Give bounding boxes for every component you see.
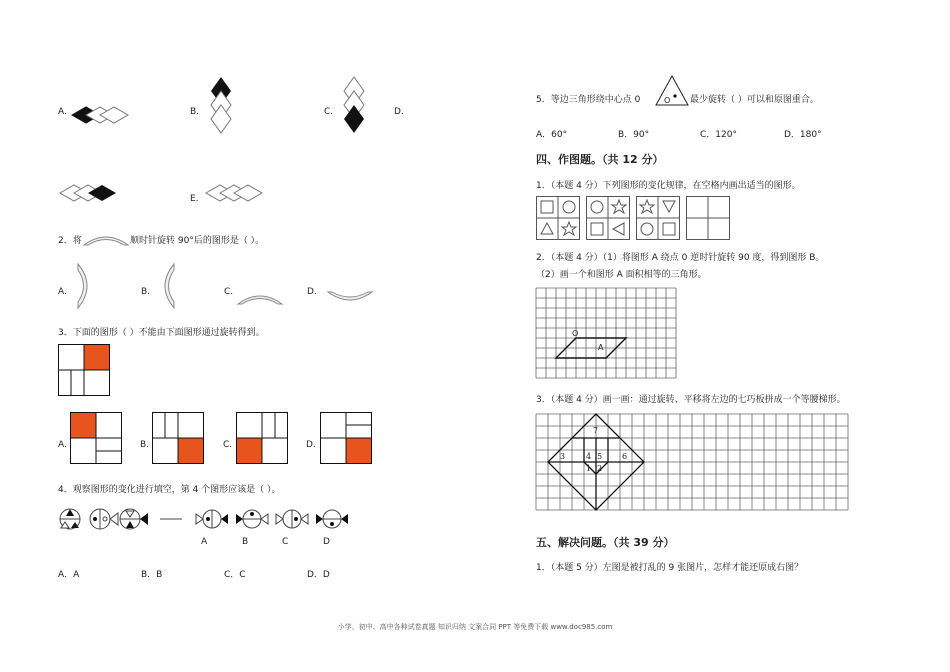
q4-figure-label-a: A [201,537,208,547]
q4-figure-label-b: B [242,537,249,547]
s4-q2-line1: 2．（本题 4 分）（1）将图形 A 绕点 0 逆时针旋转 90 度，得到图形 B。 [536,253,825,263]
q2-option-d-figure [326,290,374,306]
q2-stem-suffix: 顺时针旋转 90°后的图形是（ ）。 [130,236,265,246]
page-footer: 小学、初中、高中各种试卷真题 知识归纳 文案合同 PPT 等免费下载 www.doc985.com [337,623,613,631]
q2-option-a-label: A. [58,287,67,297]
q4-answer-d: D．D [307,570,330,580]
q3-original-figure [58,344,110,396]
q4-answer-b: B．B [141,570,163,580]
s4-q3-stem: 3．（本题 4 分）画一画：通过旋转、平移将左边的七巧板拼成一个等腰梯形。 [536,395,846,405]
q1-option-d-figure [58,176,120,210]
q1-option-e-label: E. [190,194,199,204]
tangram-label-7: 7 [593,426,599,435]
q3-option-c-label: C. [223,440,233,450]
section5-title: 五、解决问题。（共 39 分） [536,536,675,549]
q5-option-b: B．90° [618,130,650,140]
s4-q2-point-o-label: O [572,329,579,338]
q5-center-label: O [664,96,671,105]
q3-option-d-figure [320,412,372,464]
q2-option-a-figure [76,262,94,310]
s4-q1-pattern-figure [536,196,732,242]
q5-option-a: A．60° [536,130,568,140]
q3-option-d-label: D. [306,440,316,450]
q5-stem-prefix: 5．等边三角形绕中心点 0 [536,95,641,105]
section4-title: 四、作图题。（共 12 分） [536,153,664,166]
q2-option-d-label: D. [307,287,317,297]
q1-option-a-figure [70,98,132,132]
q1-option-e-figure [204,176,266,210]
q2-option-c-label: C. [224,287,234,297]
q2-stem-prefix: 2．将 [58,236,82,246]
tangram-label-2: 2 [597,464,603,473]
q2-option-b-label: B. [141,287,151,297]
tangram-label-4: 4 [586,452,592,461]
tangram-label-5: 5 [597,452,603,461]
q4-figure-label-c: C [282,537,289,547]
q1-option-b-figure [207,75,237,137]
q5-stem-suffix: 最少旋转（ ）可以和原图重合。 [690,95,819,105]
q4-figure-label-d: D [323,537,330,547]
q1-option-c-label: C. [324,107,334,117]
q1-option-a-label: A. [58,107,67,117]
q2-option-c-figure [236,290,284,306]
q4-answer-c: C．C [224,570,246,580]
q3-filled-cell [84,345,109,370]
q4-stem: 4．观察图形的变化进行填空，第 4 个图形应该是（ ）。 [58,485,281,495]
s4-q2-shape-a-label: A [598,343,604,352]
tangram-label-6: 6 [622,452,628,461]
q3-option-a-figure [70,412,122,464]
q1-option-c-figure [340,75,370,137]
q5-option-c: C．120° [700,130,737,140]
s5-q1-stem: 1．（本题 5 分）左图是被打乱的 9 张图片，怎样才能还原成右图？ [536,563,804,573]
s4-q2-grid-figure [536,288,678,380]
q5-option-d: D．180° [784,130,822,140]
q3-stem: 3．下面的图形（ ）不能由下面图形通过旋转得到。 [58,328,265,338]
s4-q3-tangram-grid [536,414,856,512]
q3-option-a-label: A. [58,440,67,450]
q5-triangle-figure [654,74,690,108]
q3-option-b-figure [152,412,204,464]
s4-q1-stem: 1．（本题 4 分）下列图形的变化规律，在空格内画出适当的图形。 [536,181,801,191]
q3-option-b-label: B. [140,440,150,450]
s4-q2-line2: （2）画一个和图形 A 面积相等的三角形。 [536,270,707,280]
tangram-label-3: 3 [560,452,566,461]
q1-option-d-label: D. [394,107,404,117]
q2-arc-figure [82,231,130,247]
q4-answer-a: A．A [58,570,80,580]
q1-option-b-label: B. [190,107,200,117]
q3-option-c-figure [236,412,288,464]
tangram-label-1: 1 [586,464,592,473]
q4-sequence-figure [58,503,358,537]
q2-option-b-figure [158,262,176,310]
